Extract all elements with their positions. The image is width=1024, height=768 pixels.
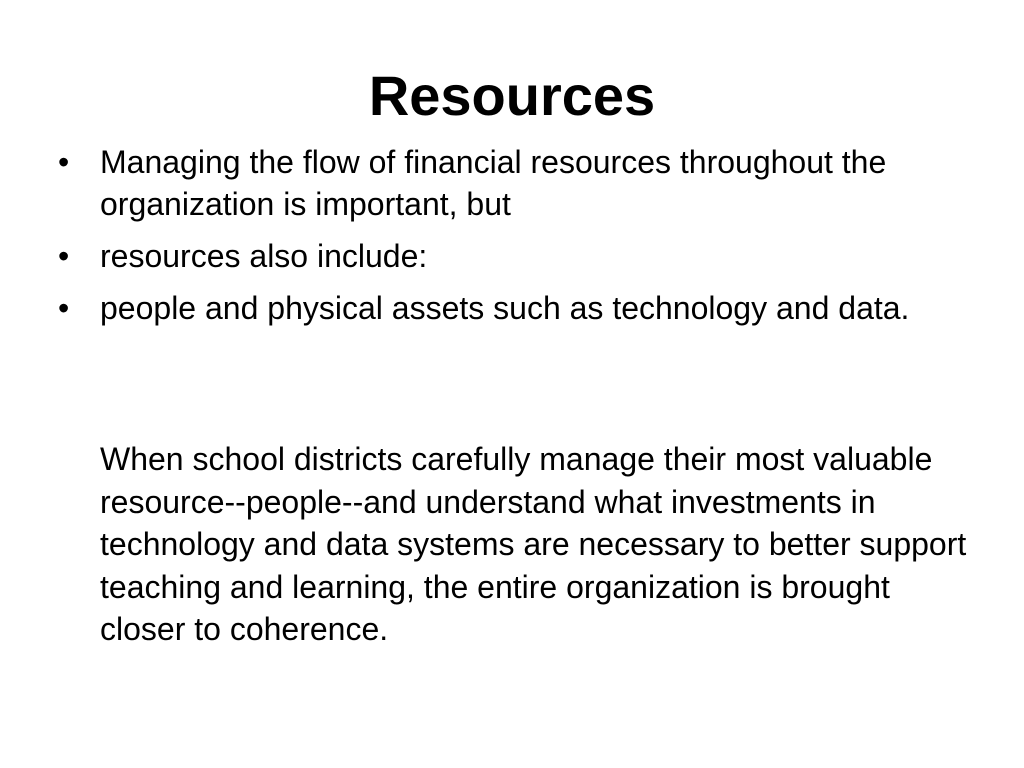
bullet-text: Managing the flow of financial resources throughout the organization is important, but (100, 144, 887, 222)
bullet-marker: • (58, 144, 70, 180)
bullet-item-resources-include (58, 235, 968, 277)
bullet-item-financial-resources (58, 141, 968, 225)
bullet-text: resources also include: (100, 238, 428, 274)
bullet-marker: • (58, 290, 70, 326)
bullet-list (58, 141, 968, 339)
bullet-marker: • (58, 238, 70, 274)
bullet-text: people and physical assets such as technology and data. (100, 290, 910, 326)
bullet-item-people-assets (58, 287, 968, 329)
slide-title: Resources (368, 64, 656, 127)
body-paragraph: When school districts carefully manage their most valuable resource--people--and understand what investments in technology and data systems are necessary to better support teaching and learning, the entire organization is brought closer to coherence. (100, 441, 967, 647)
